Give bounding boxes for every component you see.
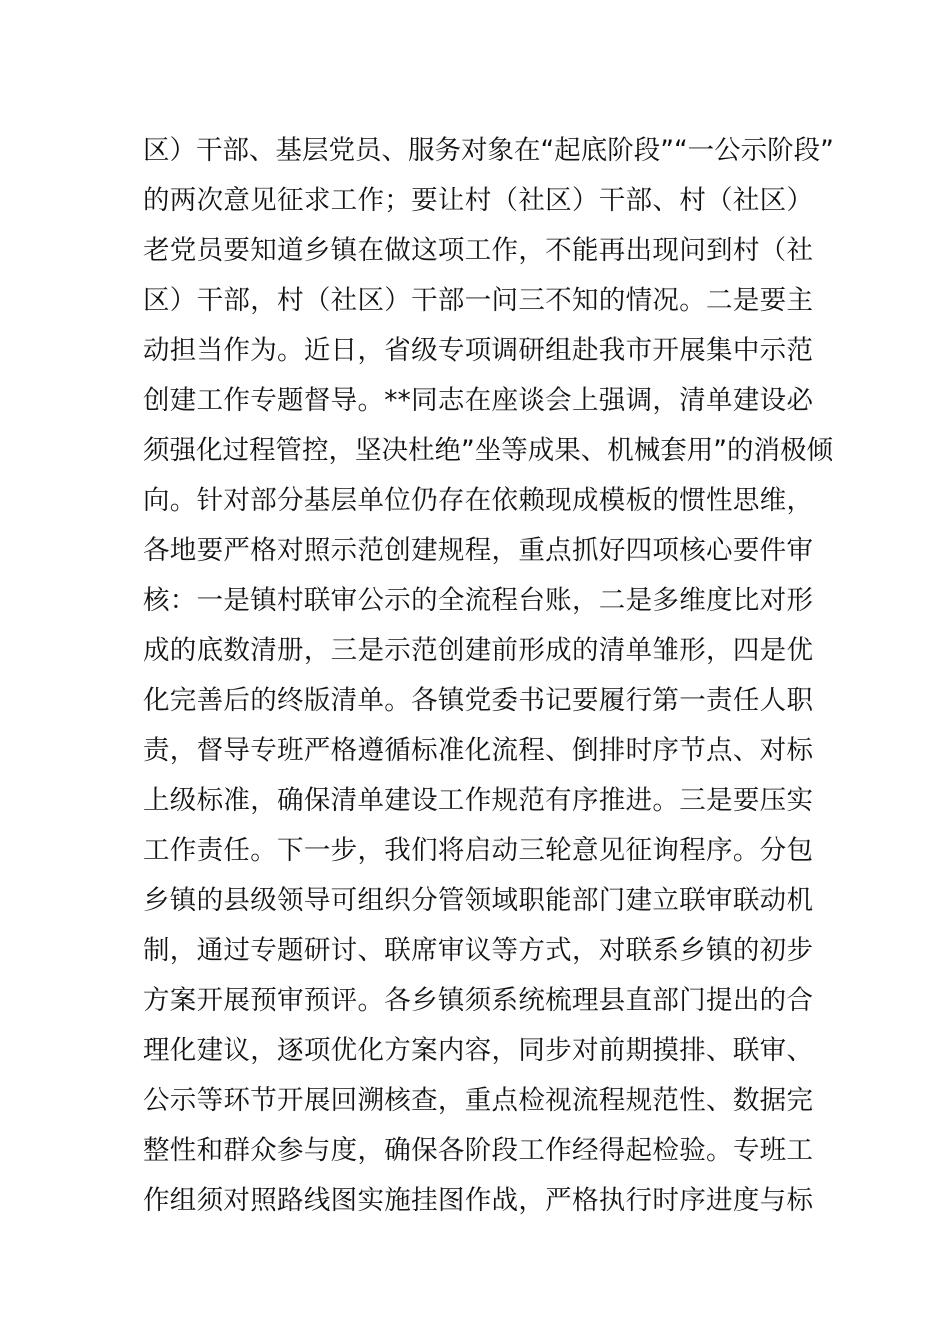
text-line: 向。针对部分基层单位仍存在依赖现成模板的惯性思维， bbox=[143, 485, 813, 516]
text-line: 核：一是镇村联审公示的全流程台账，二是多维度比对形 bbox=[143, 585, 813, 616]
text-line: 化完善后的终版清单。各镇党委书记要履行第一责任人职 bbox=[143, 685, 813, 716]
text-line: 动担当作为。近日，省级专项调研组赴我市开展集中示范 bbox=[143, 335, 813, 366]
text-line: 公示等环节开展回溯核查，重点检视流程规范性、数据完 bbox=[143, 1085, 813, 1116]
text-line: 区）干部、基层党员、服务对象在“起底阶段”“一公示阶段” bbox=[143, 135, 834, 166]
text-line: 责，督导专班严格遵循标准化流程、倒排时序节点、对标 bbox=[143, 735, 813, 766]
text-line: 须强化过程管控，坚决杜绝”坐等成果、机械套用”的消极倾 bbox=[143, 435, 833, 466]
text-line: 工作责任。下一步，我们将启动三轮意见征询程序。分包 bbox=[143, 835, 813, 866]
text-line: 理化建议，逐项优化方案内容，同步对前期摸排、联审、 bbox=[143, 1035, 813, 1066]
text-line: 制，通过专题研讨、联席审议等方式，对联系乡镇的初步 bbox=[143, 935, 813, 966]
body-text bbox=[143, 126, 834, 1226]
text-line: 老党员要知道乡镇在做这项工作，不能再出现问到村（社 bbox=[143, 235, 813, 266]
text-line: 各地要严格对照示范创建规程，重点抓好四项核心要件审 bbox=[143, 535, 813, 566]
text-line: 上级标准，确保清单建设工作规范有序推进。三是要压实 bbox=[143, 785, 813, 816]
text-line: 区）干部，村（社区）干部一问三不知的情况。二是要主 bbox=[143, 285, 813, 316]
text-line: 乡镇的县级领导可组织分管领域职能部门建立联审联动机 bbox=[143, 885, 813, 916]
text-line: 整性和群众参与度，确保各阶段工作经得起检验。专班工 bbox=[143, 1135, 813, 1166]
text-line: 作组须对照路线图实施挂图作战，严格执行时序进度与标 bbox=[143, 1185, 813, 1216]
text-line: 创建工作专题督导。**同志在座谈会上强调，清单建设必 bbox=[143, 385, 813, 416]
text-line: 成的底数清册，三是示范创建前形成的清单雏形，四是优 bbox=[143, 635, 813, 666]
text-line: 方案开展预审预评。各乡镇须系统梳理县直部门提出的合 bbox=[143, 985, 813, 1016]
text-line: 的两次意见征求工作；要让村（社区）干部、村（社区） bbox=[143, 185, 813, 216]
